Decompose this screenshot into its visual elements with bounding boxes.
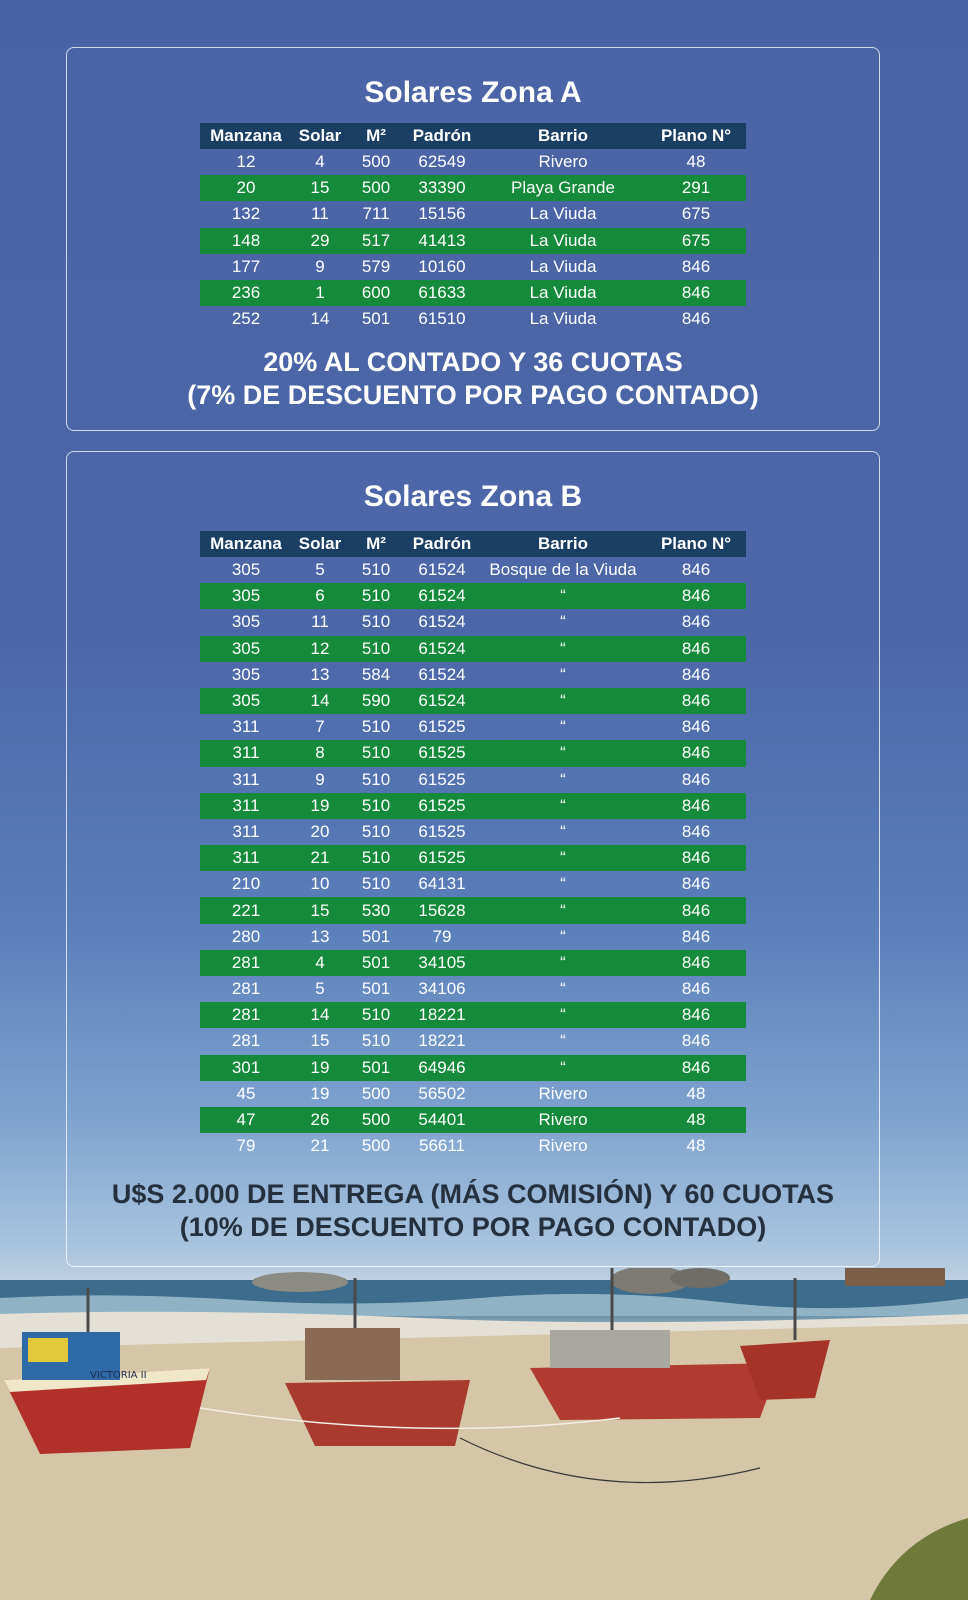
zona-b-header-row	[200, 531, 746, 557]
solar-cell: 29	[292, 228, 348, 254]
m2-cell: 510	[348, 793, 404, 819]
boat-cabin	[550, 1330, 670, 1368]
table-row	[200, 1133, 746, 1159]
barrio-cell: “	[480, 636, 646, 662]
manzana-cell: 301	[200, 1055, 292, 1081]
zona-a-table	[200, 123, 746, 332]
manzana-cell: 281	[231, 979, 261, 999]
manzana-cell: 281	[200, 1002, 292, 1028]
plano-cell: 846	[646, 280, 746, 306]
plano-cell: 846	[681, 926, 711, 946]
manzana-cell: 305	[200, 636, 292, 662]
plano-cell: 846	[646, 688, 746, 714]
manzana-cell: 311	[200, 793, 292, 819]
plano-cell: 846	[681, 256, 711, 276]
boat-hull	[530, 1363, 780, 1420]
table-row	[200, 662, 746, 688]
barrio-cell: Rivero	[538, 1136, 588, 1156]
table-row	[200, 688, 746, 714]
padron-cell: 61524	[418, 612, 466, 632]
padron-cell: 15156	[418, 204, 466, 224]
boat-window	[28, 1338, 68, 1362]
plano-cell: 846	[681, 309, 711, 329]
table-row	[200, 871, 746, 897]
table-row	[200, 280, 746, 306]
padron-cell: 56611	[418, 1136, 465, 1156]
manzana-cell: 12	[236, 152, 256, 172]
manzana-cell: 311	[200, 845, 292, 871]
m2-cell: 500	[361, 1083, 391, 1103]
table-row	[200, 897, 746, 923]
solar-cell: 11	[311, 612, 329, 632]
column-header-plano: Plano N°	[646, 123, 746, 149]
padron-cell: 61525	[418, 717, 466, 737]
m2-cell: 510	[361, 874, 391, 894]
column-header-padron: Padrón	[404, 531, 480, 557]
m2-cell: 501	[348, 1055, 404, 1081]
padron-cell: 61524	[404, 636, 480, 662]
m2-cell: 590	[348, 688, 404, 714]
manzana-cell: 47	[200, 1107, 292, 1133]
padron-cell: 61525	[404, 793, 480, 819]
solar-cell: 11	[311, 204, 329, 224]
column-header-solar: Solar	[292, 123, 348, 149]
plano-cell: 675	[681, 204, 711, 224]
solar-cell: 19	[292, 793, 348, 819]
manzana-cell: 311	[232, 717, 260, 737]
table-row	[200, 149, 746, 175]
column-header-barrio: Barrio	[480, 123, 646, 149]
solar-cell: 19	[292, 1055, 348, 1081]
solar-cell: 15	[292, 175, 348, 201]
zona-a-panel	[66, 47, 880, 431]
table-row	[200, 924, 746, 950]
manzana-cell: 79	[236, 1136, 256, 1156]
padron-cell: 54401	[404, 1107, 480, 1133]
m2-cell: 510	[348, 636, 404, 662]
zona-a-payment-terms	[67, 346, 879, 412]
manzana-cell: 280	[231, 926, 261, 946]
solar-cell: 4	[292, 950, 348, 976]
zona-a-header-row	[200, 123, 746, 149]
padron-cell: 61633	[404, 280, 480, 306]
table-row	[200, 950, 746, 976]
padron-cell: 34105	[404, 950, 480, 976]
table-row	[200, 740, 746, 766]
table-row	[200, 1055, 746, 1081]
padron-cell: 79	[432, 926, 452, 946]
plano-cell: 846	[646, 740, 746, 766]
solar-cell: 13	[310, 926, 330, 946]
barrio-cell: “	[560, 612, 566, 632]
table-row	[200, 583, 746, 609]
m2-cell: 500	[361, 1136, 391, 1156]
boat-name-label: VICTORIA II	[90, 1370, 147, 1381]
manzana-cell: 132	[231, 204, 261, 224]
barrio-cell: “	[480, 845, 646, 871]
m2-cell: 584	[361, 664, 391, 684]
manzana-cell: 281	[200, 950, 292, 976]
m2-cell: 579	[361, 256, 391, 276]
m2-cell: 510	[348, 1002, 404, 1028]
plano-cell: 846	[681, 769, 711, 789]
m2-cell: 510	[361, 769, 391, 789]
manzana-cell: 305	[200, 583, 292, 609]
m2-cell: 711	[362, 204, 390, 224]
table-row	[200, 557, 746, 583]
table-row	[200, 228, 746, 254]
m2-cell: 501	[361, 926, 391, 946]
zona-a-terms-line-1: 20% AL CONTADO Y 36 CUOTAS	[263, 347, 683, 377]
barrio-cell: Bosque de la Viuda	[489, 560, 637, 580]
barrio-cell: “	[560, 926, 566, 946]
barrio-cell: “	[560, 821, 566, 841]
table-row	[200, 175, 746, 201]
padron-cell: 61525	[418, 821, 466, 841]
solar-cell: 9	[315, 256, 325, 276]
column-header-solar: Solar	[292, 531, 348, 557]
boat-hull	[285, 1380, 470, 1446]
beach-house	[845, 1268, 945, 1286]
barrio-cell: “	[480, 793, 646, 819]
padron-cell: 61524	[418, 560, 466, 580]
zona-b-terms-line-1: U$S 2.000 DE ENTREGA (MÁS COMISIÓN) Y 60 CUOTAS	[111, 1179, 835, 1209]
barrio-cell: La Viuda	[529, 309, 597, 329]
m2-cell: 510	[348, 740, 404, 766]
padron-cell: 61510	[418, 309, 466, 329]
padron-cell: 34106	[418, 979, 466, 999]
m2-cell: 510	[361, 717, 391, 737]
m2-cell: 510	[361, 612, 391, 632]
column-header-m2: M²	[348, 123, 404, 149]
solar-cell: 21	[310, 1136, 330, 1156]
manzana-cell: 236	[200, 280, 292, 306]
barrio-cell: Rivero	[538, 152, 588, 172]
manzana-cell: 311	[232, 821, 260, 841]
m2-cell: 510	[361, 1031, 391, 1051]
rock	[252, 1272, 348, 1292]
column-header-padron: Padrón	[404, 123, 480, 149]
table-row	[200, 636, 746, 662]
table-row	[200, 1081, 746, 1107]
plano-cell: 846	[646, 1055, 746, 1081]
plano-cell: 846	[681, 1031, 711, 1051]
barrio-cell: “	[560, 979, 566, 999]
table-row	[200, 767, 746, 793]
plano-cell: 846	[646, 897, 746, 923]
m2-cell: 500	[348, 175, 404, 201]
zona-b-payment-terms	[67, 1178, 879, 1244]
barrio-cell: “	[560, 664, 566, 684]
padron-cell: 61524	[418, 664, 466, 684]
solar-cell: 8	[292, 740, 348, 766]
beach-scene-illustration	[0, 1268, 968, 1600]
padron-cell: 64946	[404, 1055, 480, 1081]
plano-cell: 846	[681, 821, 711, 841]
padron-cell: 61525	[418, 769, 466, 789]
m2-cell: 510	[361, 560, 391, 580]
solar-cell: 14	[292, 1002, 348, 1028]
plano-cell: 846	[646, 845, 746, 871]
manzana-cell: 305	[231, 612, 261, 632]
padron-cell: 33390	[404, 175, 480, 201]
zona-a-terms-line-2: (7% DE DESCUENTO POR PAGO CONTADO)	[187, 380, 759, 410]
m2-cell: 517	[348, 228, 404, 254]
padron-cell: 64131	[418, 874, 466, 894]
table-row	[200, 609, 746, 635]
padron-cell: 15628	[404, 897, 480, 923]
barrio-cell: “	[560, 1031, 566, 1051]
padron-cell: 61524	[404, 583, 480, 609]
barrio-cell: La Viuda	[480, 228, 646, 254]
solar-cell: 1	[292, 280, 348, 306]
padron-cell: 18221	[418, 1031, 466, 1051]
plano-cell: 846	[681, 717, 711, 737]
table-row	[200, 845, 746, 871]
column-header-barrio: Barrio	[480, 531, 646, 557]
solar-cell: 12	[292, 636, 348, 662]
manzana-cell: 311	[200, 740, 292, 766]
padron-cell: 61525	[404, 845, 480, 871]
table-row	[200, 976, 746, 1002]
plano-cell: 846	[646, 950, 746, 976]
barrio-cell: La Viuda	[480, 280, 646, 306]
m2-cell: 500	[348, 1107, 404, 1133]
plano-cell: 291	[646, 175, 746, 201]
manzana-cell: 20	[200, 175, 292, 201]
table-row	[200, 1002, 746, 1028]
manzana-cell: 305	[200, 688, 292, 714]
barrio-cell: “	[480, 583, 646, 609]
boat-cabin	[305, 1328, 400, 1380]
plano-cell: 846	[681, 664, 711, 684]
barrio-cell: “	[560, 874, 566, 894]
padron-cell: 62549	[418, 152, 466, 172]
m2-cell: 510	[348, 845, 404, 871]
manzana-cell: 221	[200, 897, 292, 923]
solar-cell: 9	[315, 769, 325, 789]
manzana-cell: 252	[231, 309, 261, 329]
zona-b-panel	[66, 451, 880, 1267]
plano-cell: 675	[646, 228, 746, 254]
padron-cell: 18221	[404, 1002, 480, 1028]
m2-cell: 510	[361, 821, 391, 841]
solar-cell: 4	[315, 152, 325, 172]
table-row	[200, 819, 746, 845]
solar-cell: 13	[310, 664, 330, 684]
barrio-cell: “	[480, 740, 646, 766]
m2-cell: 500	[361, 152, 391, 172]
rock	[670, 1268, 730, 1288]
barrio-cell: “	[480, 950, 646, 976]
plano-cell: 846	[681, 979, 711, 999]
manzana-cell: 148	[200, 228, 292, 254]
column-header-manzana: Manzana	[200, 123, 292, 149]
barrio-cell: “	[560, 717, 566, 737]
solar-cell: 19	[310, 1083, 330, 1103]
solar-cell: 14	[292, 688, 348, 714]
plano-cell: 846	[681, 560, 711, 580]
manzana-cell: 305	[231, 664, 261, 684]
padron-cell: 61525	[404, 740, 480, 766]
barrio-cell: “	[480, 1055, 646, 1081]
manzana-cell: 305	[231, 560, 261, 580]
plano-cell: 48	[646, 1107, 746, 1133]
solar-cell: 21	[292, 845, 348, 871]
barrio-cell: “	[560, 769, 566, 789]
m2-cell: 510	[348, 583, 404, 609]
table-row	[200, 793, 746, 819]
table-row	[200, 714, 746, 740]
table-row	[200, 201, 746, 227]
plano-cell: 846	[646, 636, 746, 662]
padron-cell: 41413	[404, 228, 480, 254]
zona-b-terms-line-2: (10% DE DESCUENTO POR PAGO CONTADO)	[179, 1212, 767, 1242]
table-row	[200, 1107, 746, 1133]
column-header-manzana: Manzana	[200, 531, 292, 557]
column-header-plano: Plano N°	[646, 531, 746, 557]
table-row	[200, 254, 746, 280]
solar-cell: 15	[310, 1031, 330, 1051]
solar-cell: 7	[315, 717, 325, 737]
solar-cell: 5	[315, 979, 325, 999]
plano-cell: 846	[646, 793, 746, 819]
zona-b-table	[200, 531, 746, 1159]
m2-cell: 501	[348, 950, 404, 976]
barrio-cell: “	[480, 688, 646, 714]
plano-cell: 48	[686, 152, 706, 172]
solar-cell: 14	[310, 309, 330, 329]
solar-cell: 6	[292, 583, 348, 609]
plano-cell: 846	[681, 874, 711, 894]
manzana-cell: 311	[232, 769, 260, 789]
padron-cell: 56502	[418, 1083, 466, 1103]
solar-cell: 15	[292, 897, 348, 923]
zona-b-title: Solares Zona B	[363, 480, 583, 513]
padron-cell: 61524	[404, 688, 480, 714]
zona-a-title: Solares Zona A	[364, 76, 582, 109]
solar-cell: 20	[310, 821, 330, 841]
barrio-cell: Rivero	[480, 1107, 646, 1133]
barrio-cell: “	[480, 897, 646, 923]
m2-cell: 501	[361, 979, 391, 999]
barrio-cell: Rivero	[538, 1083, 588, 1103]
solar-cell: 5	[315, 560, 325, 580]
plano-cell: 48	[686, 1136, 706, 1156]
table-row	[200, 306, 746, 332]
plano-cell: 48	[686, 1083, 706, 1103]
barrio-cell: Playa Grande	[480, 175, 646, 201]
plano-cell: 846	[681, 612, 711, 632]
barrio-cell: La Viuda	[529, 256, 597, 276]
solar-cell: 26	[292, 1107, 348, 1133]
plano-cell: 846	[646, 1002, 746, 1028]
barrio-cell: “	[480, 1002, 646, 1028]
manzana-cell: 281	[231, 1031, 261, 1051]
manzana-cell: 45	[236, 1083, 256, 1103]
m2-cell: 501	[361, 309, 391, 329]
solar-cell: 10	[310, 874, 330, 894]
padron-cell: 10160	[418, 256, 466, 276]
column-header-m2: M²	[348, 531, 404, 557]
m2-cell: 600	[348, 280, 404, 306]
manzana-cell: 177	[231, 256, 261, 276]
barrio-cell: La Viuda	[529, 204, 597, 224]
plano-cell: 846	[646, 583, 746, 609]
m2-cell: 530	[348, 897, 404, 923]
table-row	[200, 1028, 746, 1054]
manzana-cell: 210	[231, 874, 261, 894]
